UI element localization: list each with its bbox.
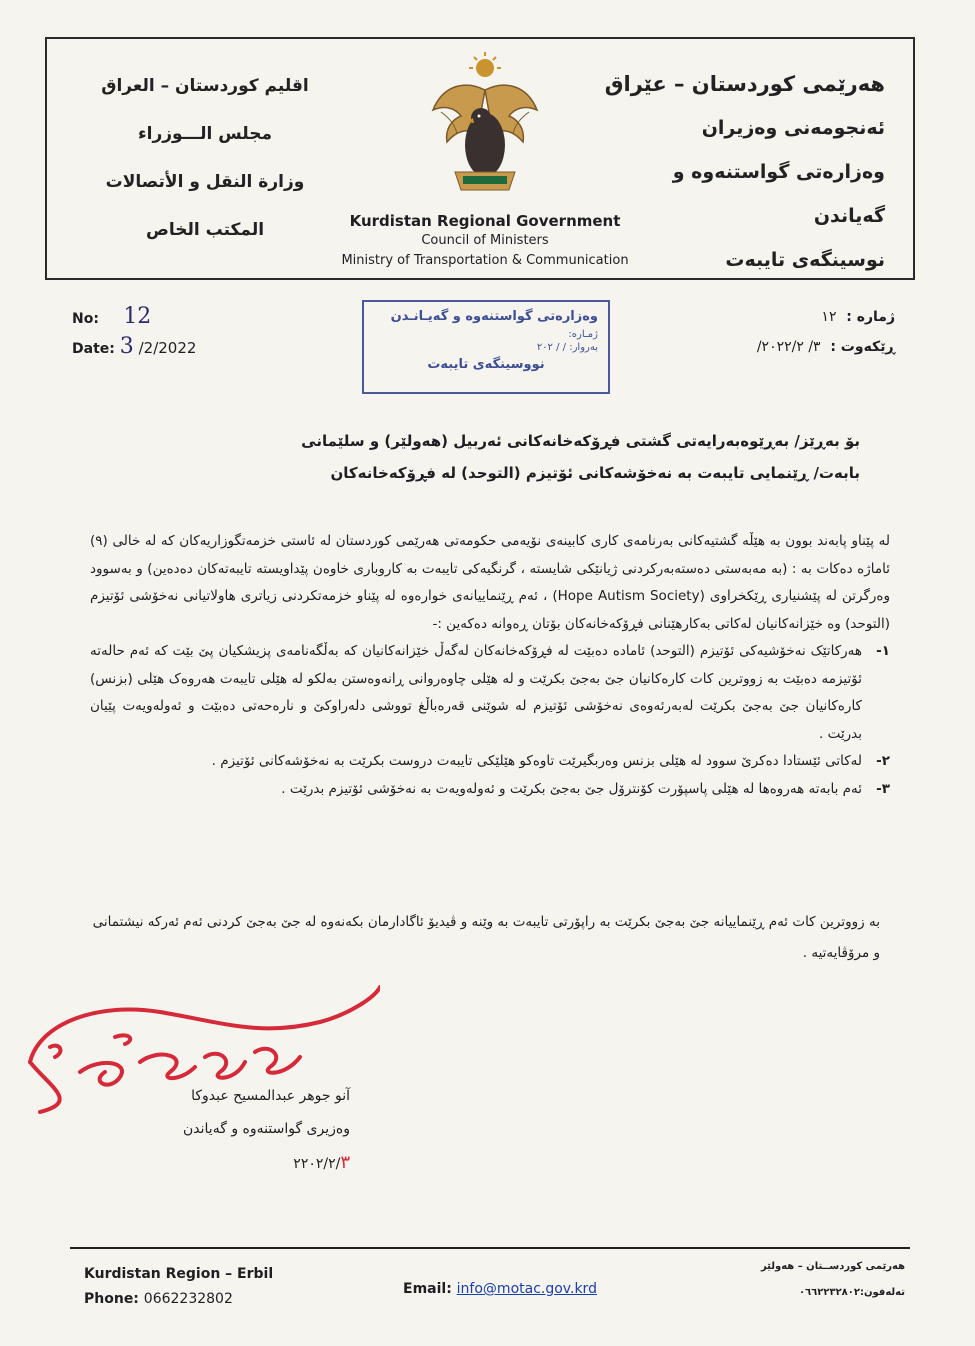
stamp-line-4: نووسینگەی تایبەت xyxy=(427,357,545,372)
footer-location: Kurdistan Region – Erbil xyxy=(84,1266,274,1282)
list-item-text: ئەم بابەتە هەروەها لە هێلی پاسپۆرت کۆنترۆل جێ بەجێ بکرێت و ئەولەویەت بە نەخۆشی ئۆتیزم بدرێت . xyxy=(281,780,862,797)
ref-no-row xyxy=(72,302,196,332)
letterhead-arabic xyxy=(85,62,325,254)
ku-no-value: ١٢ xyxy=(821,309,837,325)
arabic-line-4: المكتب الخاص xyxy=(145,220,265,240)
ref-no-value: 12 xyxy=(123,304,152,329)
ref-date-label: Date: xyxy=(72,341,115,357)
ref-date-day: 3 xyxy=(119,334,134,359)
phone-label: Phone: xyxy=(84,1291,139,1307)
krg-title: Kurdistan Regional Government xyxy=(349,212,621,230)
letterhead-english xyxy=(320,211,650,271)
ku-date-row xyxy=(757,332,895,362)
stamp-line-3: بەروار: / / ٢٠٢ xyxy=(536,342,598,353)
footer-email xyxy=(403,1281,597,1297)
arabic-line-3: وزارة النقل و الأتصالات xyxy=(105,172,305,192)
email-link[interactable]: info@motac.gov.krd xyxy=(456,1281,597,1297)
footer-phone xyxy=(84,1287,273,1312)
reference-kurdish xyxy=(757,302,895,362)
arabic-line-1: اقليم كوردستان – العراق xyxy=(101,76,309,96)
footer-divider xyxy=(70,1247,910,1249)
footer-address xyxy=(84,1262,273,1312)
ku-no-label: ژمارە : xyxy=(846,309,895,325)
ku-no-row xyxy=(757,302,895,332)
ref-date-rest: /2/2022 xyxy=(138,339,197,357)
ministry-title: Ministry of Transportation & Communication xyxy=(341,253,629,268)
kurdish-line-3: وەزارەتی گواستنەوە و گەیاندن xyxy=(672,161,885,227)
stamp-line-1: وەزارەتی گواستنەوە و گەیـانـدن xyxy=(390,309,598,324)
list-item xyxy=(90,776,890,804)
received-stamp xyxy=(362,300,610,394)
intro-paragraph: لە پێناو پابەند بوون بە هێڵە گشتیەکانی بەرنامەی کاری کابینەی نۆیەمی حکومەتی هەرێمی کوردستان لە ئاستی خزمەتگوزاریەکان کە لە خالی (٩) ئاماژە دەکات بە : (بە مەبەستی دەستەبەرکردنی ژیانێکی شایستە ، گرنگیەکی تایبەت بە کاروباری خاوەن پێداویستە تایبەتەکان دەدەین) و بەسوود وەرگرتن لە پێشنیاری ڕێکخراوی (Hope Autism Society) ، ئەم ڕێنماییانەی خوارەوە لە پێناو خزمەتکردنی زیاتری هاولاتیانی نەخۆشی ئۆتیزم (التوحد) وە خێزانەکانیان لەکاتی بەکارهێنانی فڕۆکەخانەکان بۆتان ڕەوانە دەکەین :- xyxy=(90,533,890,632)
arabic-line-2: مجلس الـــوزراء xyxy=(137,124,273,144)
ku-date-value: ٣/ ٢٠٢٢/٢/ xyxy=(756,339,821,355)
list-item-text: هەرکاتێک نەخۆشیەکی ئۆتیزم (التوحد) ئامادە دەبێت لە فڕۆکەخانەکان لەگەڵ خێزانەکانیان کە بەڵگەنامەی پزیشکیان پێ بێت کە ئەم حالەتە ئۆتیزمە دەبێت بە زووترین کات کارەکانیان جێ بەجێ بکرێت و لە هێلی چاوەروانی ڕانەوەستن بەلکو لە هێلی تایبەت هەروەک هێلی (بزنس) کارەکانیان جێ بەجێ بکرێت لەبەرئەوەی نەخۆشی ئۆتیزم لە شوێنی قەرەباڵغ تووشی دلەراوکێ و نارەحەتی دەبێت و ئەولەویەت پێیان بدرێت . xyxy=(90,643,862,742)
kurdish-line-1: هەرێمی کوردستان – عێراق xyxy=(604,72,885,96)
reference-english xyxy=(72,302,196,362)
signer-name: آنو جوهر عبدالمسیح عبدوکا xyxy=(191,1088,350,1104)
list-item-number: ٣- xyxy=(876,780,890,797)
stamp-line-2: ژمـارە: xyxy=(568,329,598,340)
krg-emblem-icon xyxy=(425,50,545,200)
email-label: Email: xyxy=(403,1281,452,1297)
footer-kurdish-location: هەرێمی کوردســتان – هەولێر xyxy=(760,1261,905,1272)
addressee: بۆ بەڕێز/ بەڕێوەبەرایەتی گشتی فڕۆکەخانەکانی ئەربیل (هەولێر) و سلێمانی xyxy=(301,432,860,450)
council-title: Council of Ministers xyxy=(421,233,549,248)
subject-line: بابەت/ ڕێنمایی تایبەت بە نەخۆشەکانی ئۆتیزم (التوحد) لە فڕۆکەخانەکان xyxy=(330,464,860,482)
signer-block xyxy=(120,1080,350,1181)
footer-kurdish xyxy=(761,1254,905,1306)
list-item xyxy=(90,638,890,748)
list-item-text: لەکاتی ئێستادا دەکرێ سوود لە هێلی بزنس وەربگیرێت تاوەکو هێلێکی تایبەت دروست بکرێت بە نەخۆشەکانی ئۆتیزم . xyxy=(211,753,862,769)
signature-date xyxy=(120,1146,350,1181)
list-item xyxy=(90,748,890,776)
list-item-number: ١- xyxy=(876,643,890,659)
closing-paragraph: بە زووترین کات ئەم ڕێنماییانە جێ بەجێ بکرێت بە راپۆرتی تایبەت بە وێنە و ڤیدیۆ ئاگادارمان بکەنەوە لە جێ بەجێ کردنی ئەم ئەرکە نیشتمانی و مرۆڤایەتیە . xyxy=(92,914,880,961)
instruction-list xyxy=(90,638,890,803)
signature-date-rest: ٢٢٠٢/٢/ xyxy=(293,1156,341,1172)
kurdish-line-2: ئەنجومەنی وەزیران xyxy=(701,117,885,139)
ref-no-label: No: xyxy=(72,311,99,327)
phone-value: 0662232802 xyxy=(143,1291,233,1307)
signer-title: وەزیری گواستنەوە و گەیاندن xyxy=(183,1121,350,1137)
kurdish-line-4: نوسینگەی تایبەت xyxy=(725,249,885,271)
subject-block xyxy=(150,425,860,489)
list-item-number: ٢- xyxy=(876,753,890,769)
letter-body xyxy=(90,528,890,803)
signature-date-day: ٣ xyxy=(340,1152,350,1173)
ku-date-label: ڕێکەوت : xyxy=(830,339,895,355)
ref-date-row xyxy=(72,332,196,362)
footer-kurdish-phone: تەلەفون:٠٦٦٢٢٣٢٨٠٢ xyxy=(798,1287,905,1298)
